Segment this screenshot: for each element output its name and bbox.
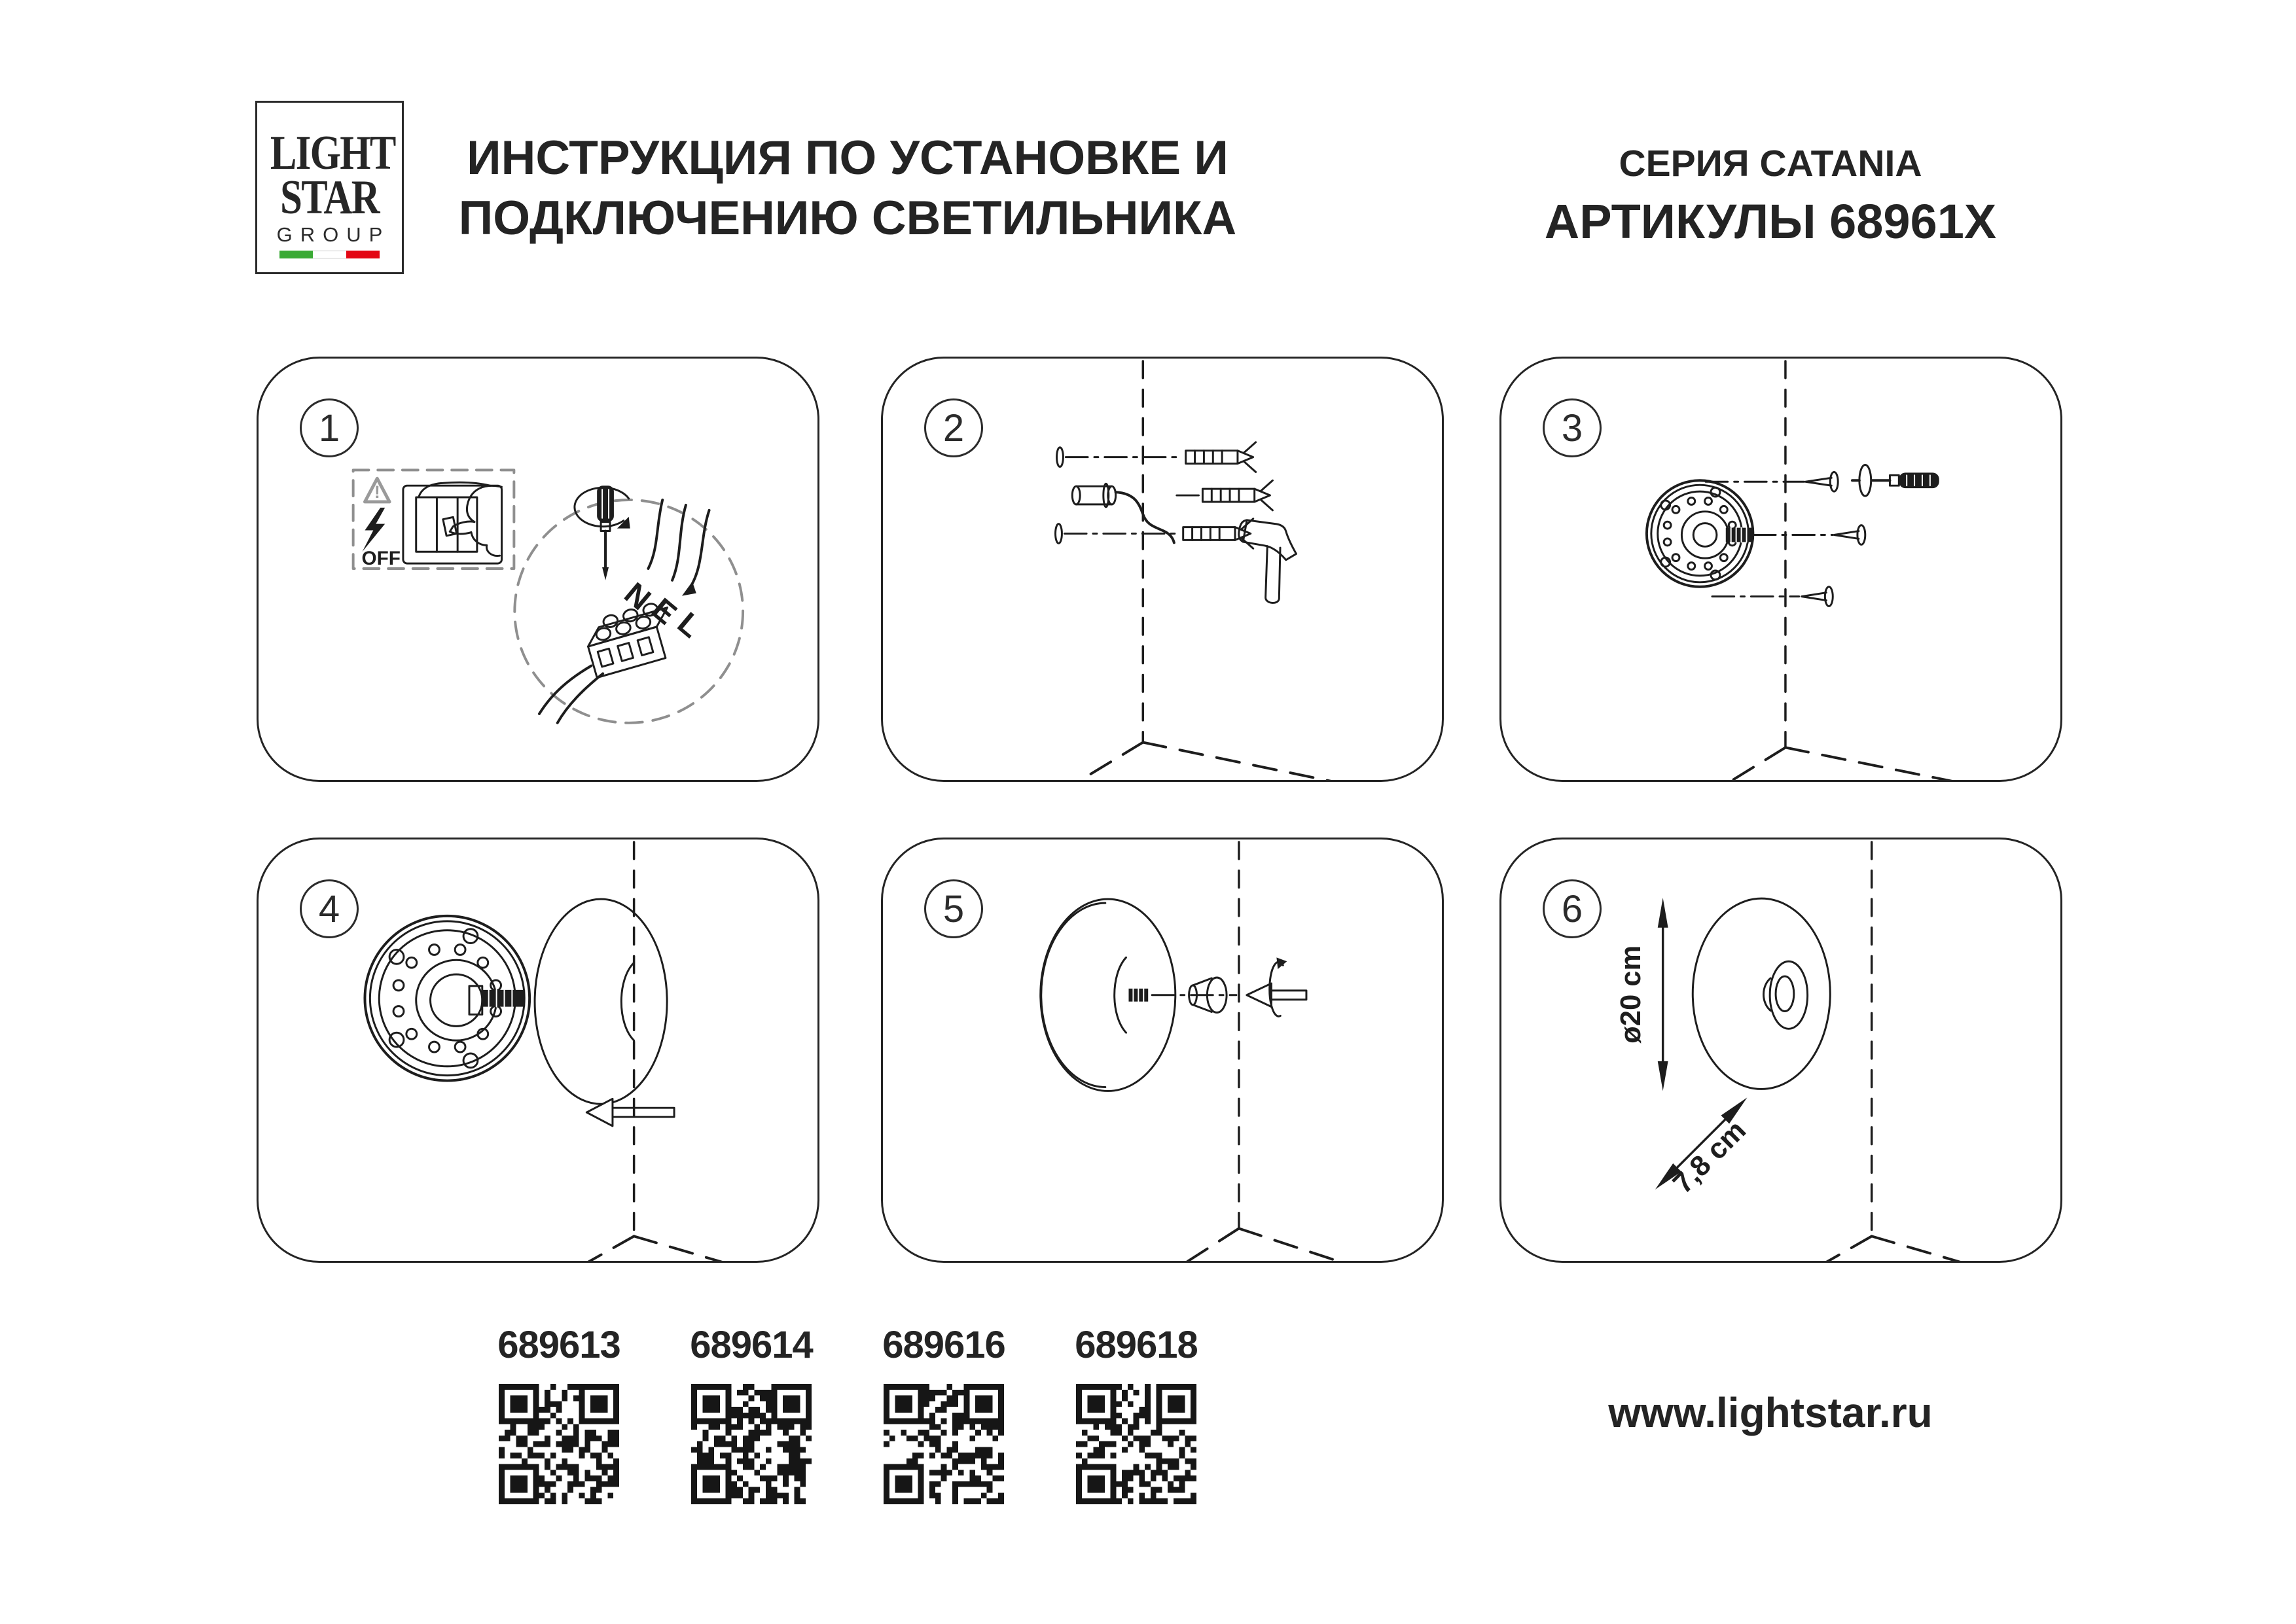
step-number-6: 6 <box>1543 879 1602 938</box>
page-title-line2: ПОДКЛЮЧЕНИЮ СВЕТИЛЬНИКА <box>458 192 1237 245</box>
page-title-line1: ИНСТРУКЦИЯ ПО УСТАНОВКЕ И <box>467 132 1229 185</box>
screw-row-3 <box>1056 519 1253 549</box>
wall-corner-lines <box>1799 842 1987 1261</box>
page-title <box>425 128 1270 249</box>
wire-label-n: N <box>617 576 658 618</box>
lightning-icon <box>363 508 386 552</box>
depth-label: 7,8 cm <box>1667 1114 1752 1200</box>
series-heading <box>1532 143 2009 250</box>
step-panel-4 <box>257 838 819 1263</box>
article-column <box>673 1323 830 1504</box>
logo-word-star: STAR <box>280 171 379 224</box>
step-number-3: 3 <box>1543 398 1602 457</box>
supply-wires <box>648 500 709 596</box>
article-number: 689616 <box>882 1324 1005 1366</box>
mounted-lamp <box>1693 898 1830 1089</box>
step-panel-2 <box>881 357 1444 782</box>
flag-red-segment <box>346 251 380 258</box>
article-column <box>865 1323 1022 1504</box>
step-panel-6 <box>1499 838 2062 1263</box>
article-number: 689618 <box>1075 1324 1198 1366</box>
qr-code <box>1076 1384 1196 1504</box>
logo-word-group: GROUP <box>276 223 391 246</box>
step-panel-1 <box>257 357 819 782</box>
article-number: 689613 <box>497 1324 620 1366</box>
lamp-shade <box>535 899 667 1104</box>
italian-flag-stripe <box>279 251 380 258</box>
mounting-plate <box>365 916 529 1081</box>
step-number-1: 1 <box>300 398 359 457</box>
screw-rotate-arrow <box>1247 957 1306 1016</box>
logo-word-light: LIGHT <box>270 126 395 180</box>
step-panel-3 <box>1499 357 2062 782</box>
diameter-label: ø20 cm <box>1615 945 1647 1044</box>
step-panel-5 <box>881 838 1444 1263</box>
step-number-5: 5 <box>924 879 983 938</box>
qr-code <box>499 1384 619 1504</box>
diameter-dimension <box>1658 898 1668 1091</box>
website-link[interactable]: www.lightstar.ru <box>1608 1389 1933 1436</box>
warning-exclamation: ! <box>374 482 380 503</box>
series-name: СЕРИЯ CATANIA <box>1619 143 1922 185</box>
qr-code <box>691 1384 812 1504</box>
mounting-plate <box>1647 480 1753 586</box>
article-column <box>1058 1323 1215 1504</box>
wire-label-e: E <box>645 591 683 632</box>
step-number-4: 4 <box>300 879 359 938</box>
screwdriver-icon <box>1852 465 1939 496</box>
push-arrow-icon <box>586 1099 674 1126</box>
flag-white-segment <box>313 251 346 258</box>
wall-corner-lines <box>1170 842 1357 1261</box>
step-number-2: 2 <box>924 398 983 457</box>
articles-heading: АРТИКУЛЫ 68961X <box>1544 194 1997 249</box>
wire-label-l: L <box>670 606 708 645</box>
flag-green-segment <box>279 251 313 258</box>
off-label: OFF <box>361 548 401 570</box>
qr-code <box>884 1384 1004 1504</box>
hammer-icon <box>1228 518 1301 605</box>
wall-corner-lines <box>1057 361 1337 780</box>
lightstar-logo <box>255 101 404 274</box>
wall-corner-lines <box>1710 361 1971 780</box>
article-column <box>480 1323 637 1504</box>
screw-row-1 <box>1057 442 1256 472</box>
article-number: 689614 <box>690 1324 813 1366</box>
